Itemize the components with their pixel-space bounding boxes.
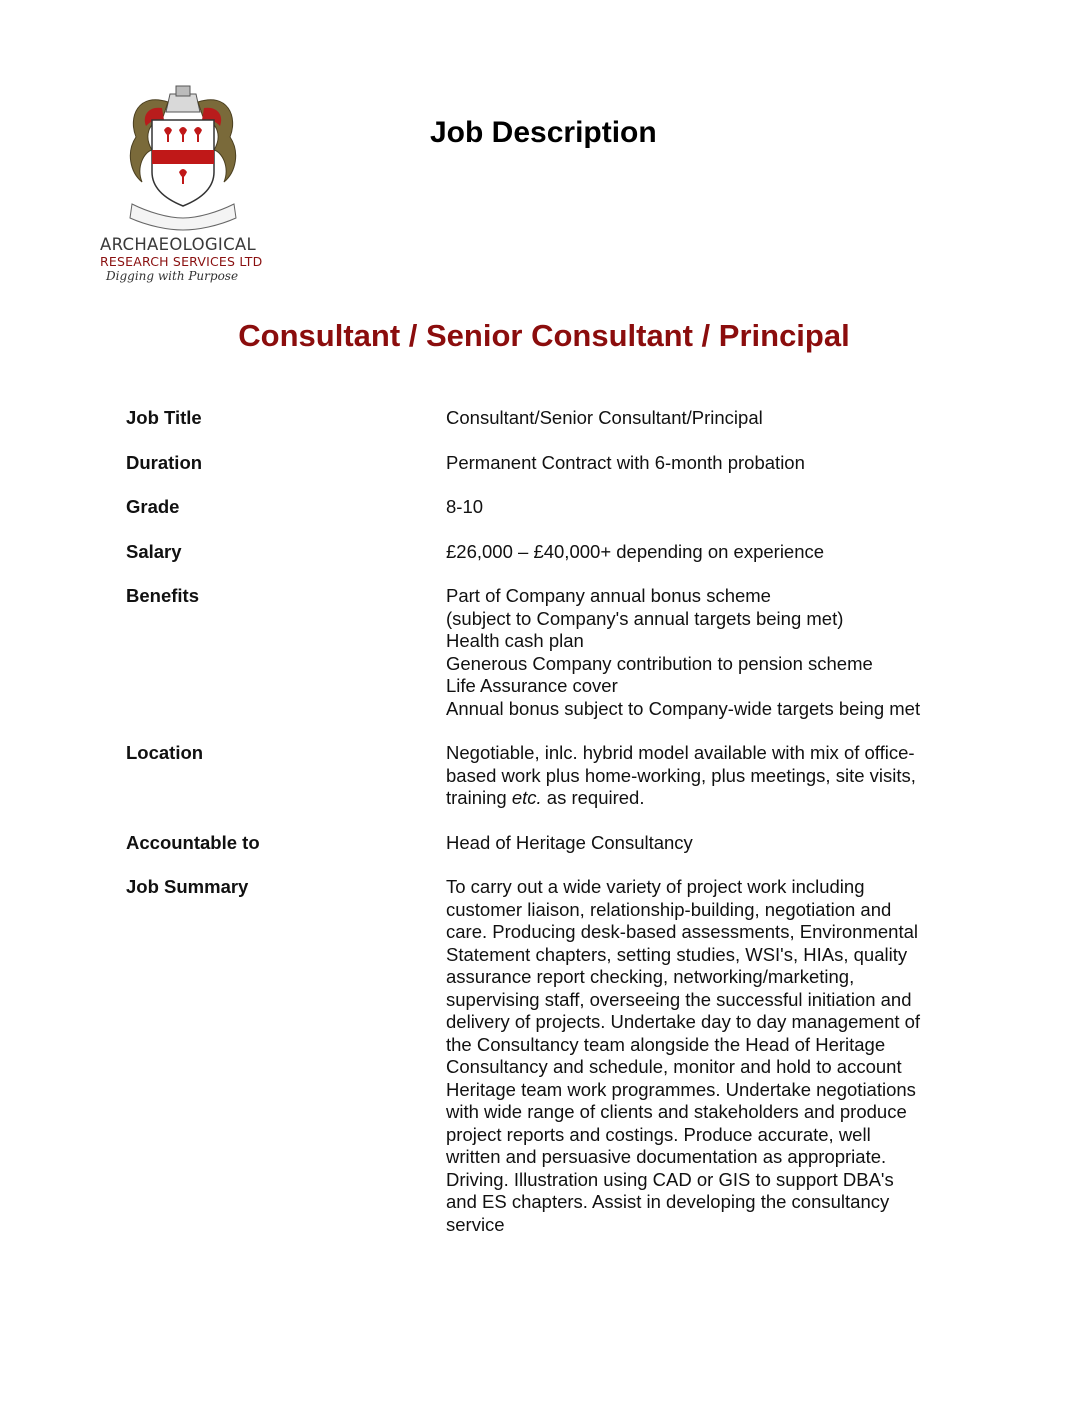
- company-logo: [100, 72, 290, 284]
- detail-value: £26,000 – £40,000+ depending on experience: [446, 540, 825, 562]
- detail-label: Grade: [126, 496, 180, 517]
- org-name: ARCHAEOLOGICAL: [100, 235, 257, 254]
- detail-row-grade: [126, 496, 946, 519]
- benefit-item: Health cash plan: [446, 630, 584, 651]
- job-summary-text: To carry out a wide variety of project work including customer liaison, relationship-building, negotiation and care. Producing desk-based assessments, Environmental Statement chapters, setting studies, WSI's, HIAs, quality assurance report checking, networking/marketing, supervising staff, overseeing the successful initiation and delivery of projects. Undertake day to day management of the Consultancy team alongside the Head of Heritage Consultancy and schedule, monitor and hold to account Heritage team work programmes. Undertake negotiations with wide range of clients and stakeholders and produce project reports and costings. Produce accurate, well written and persuasive documentation as appropriate. Driving. Illustration using CAD or GIS to support DBA's and ES chapters. Assist in developing the consultancy service: [446, 876, 921, 1235]
- detail-label: Benefits: [126, 585, 199, 606]
- location-text-end: as required.: [541, 787, 645, 808]
- detail-label: Salary: [126, 540, 182, 562]
- detail-label: Duration: [126, 451, 203, 473]
- benefit-item: Generous Company contribution to pension scheme: [446, 652, 873, 674]
- detail-row-duration: [126, 452, 946, 475]
- detail-row-benefits: [126, 585, 946, 720]
- benefits-list: [446, 585, 926, 720]
- detail-row-job-title: [126, 407, 946, 430]
- role-title: Consultant / Senior Consultant / Principal: [238, 318, 850, 353]
- detail-label: Accountable to: [126, 831, 260, 853]
- detail-value: Consultant/Senior Consultant/Principal: [446, 407, 763, 428]
- location-text: Negotiable, inlc. hybrid model available with mix of office-based work plus home-working, plus meetings, site visits, training: [446, 742, 916, 808]
- benefit-item: Annual bonus subject to Company-wide targets being met: [446, 697, 921, 719]
- detail-row-location: [126, 742, 946, 810]
- detail-row-job-summary: [126, 876, 946, 1236]
- detail-value: Head of Heritage Consultancy: [446, 831, 693, 853]
- coat-of-arms-icon: [118, 72, 248, 232]
- location-italic: etc.: [511, 787, 542, 808]
- detail-label: Location: [126, 742, 204, 763]
- detail-row-salary: [126, 541, 946, 564]
- detail-value: [446, 742, 926, 810]
- document-title: Job Description: [430, 116, 657, 149]
- detail-value: Permanent Contract with 6-month probation: [446, 451, 805, 473]
- benefit-item: Life Assurance cover: [446, 675, 618, 696]
- detail-row-accountable-to: [126, 832, 946, 855]
- org-tagline: Digging with Purpose: [106, 269, 239, 283]
- job-details: [126, 407, 946, 1258]
- detail-label: Job Title: [126, 407, 202, 428]
- org-subtitle: RESEARCH SERVICES LTD: [100, 254, 263, 269]
- detail-label: Job Summary: [126, 876, 249, 897]
- detail-value: 8-10: [446, 496, 484, 517]
- benefit-item: (subject to Company's annual targets being met): [446, 607, 844, 629]
- benefit-item: Part of Company annual bonus scheme: [446, 585, 771, 606]
